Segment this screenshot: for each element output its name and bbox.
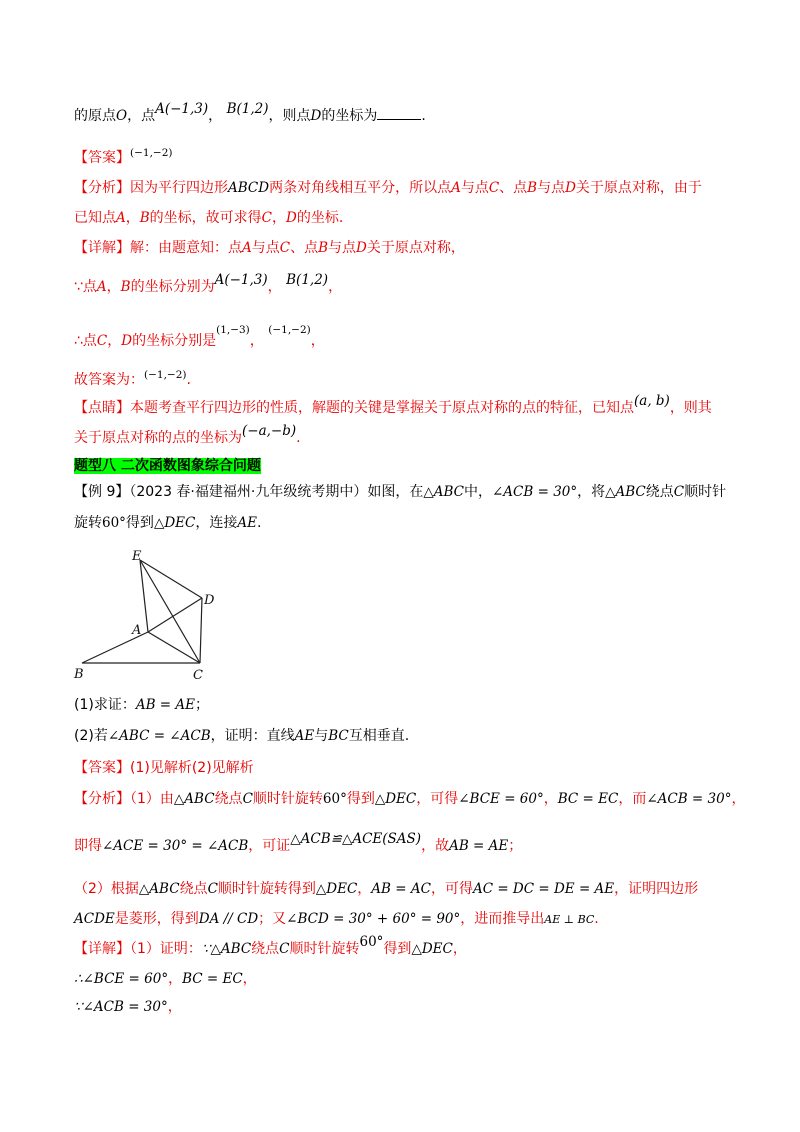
label-c: C — [193, 668, 203, 683]
text: 的坐标. — [296, 210, 344, 226]
math: C — [96, 333, 108, 349]
math: C — [261, 210, 273, 226]
math: ∠ABC = ∠ACB — [107, 728, 211, 744]
math: △ABC — [173, 791, 215, 807]
text: 【点睛】本题考查平行四边形的性质，解题的关键是掌握关于原点对称的点的特征，已知点 — [74, 400, 634, 416]
math: (a, b) — [634, 393, 670, 409]
text: ， — [107, 333, 122, 349]
detail-line — [74, 997, 182, 1017]
answer-line — [74, 758, 254, 778]
detail-line — [74, 969, 257, 989]
text: 【答案】(1)见解析(2)见解析 — [74, 760, 254, 776]
text: ，可证 — [248, 838, 291, 854]
math: C — [673, 484, 685, 500]
math: D — [310, 108, 322, 124]
text: ； — [195, 697, 210, 713]
math: ∠BCD = 30° + 60° = 90° — [286, 911, 461, 927]
math: ∵∠ACB = 30° — [74, 999, 168, 1015]
text: ， — [106, 279, 121, 295]
text: ，证明：直线 — [210, 728, 295, 744]
math: C — [207, 881, 218, 897]
text: 顺时针旋转 — [252, 791, 323, 807]
text: 绕点 — [251, 941, 280, 957]
text: ， — [452, 941, 467, 957]
text: ，可得 — [430, 881, 473, 897]
math: AC = DC = DE = AE — [472, 881, 615, 897]
math: O — [116, 108, 128, 124]
text: . — [186, 372, 191, 388]
math: ∠BCE = 60° — [458, 791, 544, 807]
text: 得到 — [125, 515, 154, 531]
math: AB = AC — [371, 881, 431, 897]
math: (−1,−2) — [130, 147, 173, 159]
math: (−1,−2) — [268, 324, 311, 336]
comment-line — [74, 393, 712, 418]
math: B — [120, 279, 131, 295]
text: 与点 — [251, 240, 280, 256]
math: ABCD — [228, 180, 270, 196]
text: 得到 — [346, 791, 375, 807]
text: (1)求证： — [74, 697, 136, 713]
math: B — [527, 180, 538, 196]
math: 60° — [102, 515, 126, 531]
math: △DEC — [411, 941, 453, 957]
math: △ABC — [138, 881, 180, 897]
text: ， — [208, 108, 223, 124]
text: 的坐标分别是 — [132, 333, 217, 349]
text: ； — [508, 838, 523, 854]
text: ，而 — [618, 791, 647, 807]
text: 与点 — [460, 180, 489, 196]
text: . — [296, 430, 301, 446]
math: (1,−3) — [216, 324, 250, 336]
math: ACDE — [74, 911, 115, 927]
analysis-line — [74, 208, 343, 228]
section-title: 题型八 二次函数图象综合问题 — [74, 458, 261, 474]
analysis-line — [74, 909, 599, 930]
math: C — [242, 791, 253, 807]
section-heading — [74, 456, 261, 476]
text: 【分析】因为平行四边形 — [74, 180, 228, 196]
question-line — [74, 726, 409, 746]
math: △ACB≌△ACE(SAS) — [290, 831, 422, 847]
math: BC = EC — [182, 971, 243, 987]
text: 关于原点对称的点的坐标为 — [74, 430, 242, 446]
text: . — [421, 108, 426, 124]
math: BC — [328, 728, 349, 744]
text: ∴点 — [74, 333, 97, 349]
text: ，故 — [421, 838, 450, 854]
text: ，点 — [127, 108, 156, 124]
math: D — [121, 333, 133, 349]
math: C — [279, 941, 290, 957]
text: 与点 — [328, 240, 357, 256]
text: 关于原点对称， — [366, 240, 465, 256]
text: 顺时针旋转得到 — [217, 881, 316, 897]
text: 即得 — [74, 838, 102, 854]
math: C — [279, 240, 291, 256]
math: ∠ACB = 30° — [646, 791, 732, 807]
label-d: D — [204, 593, 215, 608]
text: 得到 — [383, 941, 412, 957]
text: 【详解】解：由题意知：点 — [74, 240, 242, 256]
math: A(−1,3) — [214, 272, 268, 288]
text: 中， — [463, 484, 492, 500]
text: . — [256, 515, 262, 531]
math: B — [139, 210, 150, 226]
analysis-line — [74, 789, 745, 809]
text: 的坐标，故可求得 — [149, 210, 262, 226]
text: 两条对角线相互平分，所以点 — [269, 180, 452, 196]
text: ∵点 — [74, 279, 97, 295]
text: ， — [543, 791, 558, 807]
math: B(1,2) — [226, 101, 269, 117]
triangle-diagram — [72, 548, 222, 688]
text: 【例 9】（2023 春·福建福州·九年级统考期中）如图，在 — [74, 484, 424, 500]
math: △ABC — [605, 484, 646, 500]
math: (−a,−b) — [242, 423, 297, 439]
math: B(1,2) — [286, 272, 329, 288]
text: ，证明四边形 — [614, 881, 699, 897]
analysis-line — [74, 178, 702, 198]
math: ∠ACB = 30° — [491, 484, 578, 500]
text: ， — [267, 279, 282, 295]
text: ， — [168, 971, 183, 987]
text: . — [594, 911, 599, 927]
math: AB = AE — [135, 697, 196, 713]
text: ， — [272, 210, 287, 226]
math: 60° — [359, 934, 384, 950]
text: 关于原点对称，由于 — [575, 180, 702, 196]
text: ，连接 — [195, 515, 238, 531]
answer-blank — [377, 105, 421, 120]
text: （2）根据 — [74, 881, 139, 897]
math: AE ⊥ BC — [544, 913, 595, 926]
text: ， — [328, 279, 343, 295]
math: D — [286, 210, 297, 226]
text: 顺时针旋转 — [289, 941, 360, 957]
math: AB = AE — [449, 838, 509, 854]
question-line — [74, 695, 209, 715]
text: ，则点 — [268, 108, 311, 124]
text: 的坐标分别为 — [130, 279, 215, 295]
comment-line — [74, 423, 301, 448]
example-line — [74, 513, 261, 533]
math: (−1,−2) — [144, 369, 187, 381]
label-a: A — [132, 623, 142, 638]
text: 与点 — [537, 180, 566, 196]
detail-line — [74, 934, 467, 959]
text: ， — [125, 210, 140, 226]
math: AE — [294, 728, 315, 744]
text-line — [74, 101, 426, 126]
detail-line — [74, 238, 465, 258]
math: AE — [237, 515, 257, 531]
text: ，则其 — [669, 400, 712, 416]
example-line — [74, 482, 726, 502]
text: 【详解】（1）证明： — [74, 941, 202, 957]
text: ；又 — [258, 911, 287, 927]
text: 绕点 — [179, 881, 208, 897]
text: 是菱形，得到 — [114, 911, 199, 927]
text: 故答案为： — [74, 372, 144, 388]
text: 已知点 — [74, 210, 116, 226]
text: ，进而推导出 — [460, 911, 545, 927]
text: 绕点 — [214, 791, 243, 807]
text: ， — [167, 999, 182, 1015]
math: C — [488, 180, 500, 196]
math: DA // CD — [198, 911, 259, 927]
math: A — [96, 279, 107, 295]
analysis-line — [74, 879, 698, 899]
answer-tag: 【答案】 — [74, 150, 130, 166]
math: ∴∠BCE = 60° — [74, 971, 169, 987]
text: 【分析】（1）由 — [74, 791, 174, 807]
text: 的原点 — [74, 108, 116, 124]
math: A(−1,3) — [155, 101, 209, 117]
text: ，可得 — [416, 791, 459, 807]
math: △DEC — [153, 515, 196, 531]
detail-line — [74, 324, 325, 352]
text: 绕点 — [645, 484, 674, 500]
text: 、点 — [499, 180, 528, 196]
math: △DEC — [374, 791, 417, 807]
math: A — [451, 180, 461, 196]
math: A — [116, 210, 126, 226]
math: D — [356, 240, 367, 256]
text: (2)若 — [74, 728, 108, 744]
text: ， — [731, 791, 746, 807]
label-b: B — [74, 667, 84, 682]
math: △DEC — [315, 881, 358, 897]
text: ， — [242, 971, 257, 987]
geometry-figure — [72, 548, 222, 692]
analysis-line — [74, 831, 523, 856]
math: A — [242, 240, 252, 256]
label-e: E — [132, 549, 142, 564]
text: 顺时针 — [684, 484, 727, 500]
text: 旋转 — [74, 515, 102, 531]
text: 与 — [314, 728, 329, 744]
text: ， — [310, 333, 325, 349]
math: ∠ACE = 30° = ∠ACB — [102, 838, 249, 854]
text: 互相垂直. — [348, 728, 410, 744]
math: 60° — [322, 791, 347, 807]
text: ， — [249, 333, 264, 349]
math: D — [565, 180, 576, 196]
math: △ABC — [423, 484, 464, 500]
detail-line — [74, 272, 343, 297]
math: BC = EC — [557, 791, 619, 807]
math: ∵△ABC — [201, 941, 252, 957]
math: B — [318, 240, 329, 256]
detail-line — [74, 370, 191, 391]
answer-line — [74, 148, 173, 169]
text: 、点 — [290, 240, 319, 256]
text: ，将 — [577, 484, 606, 500]
text: 的坐标为 — [321, 108, 378, 124]
text: ， — [357, 881, 372, 897]
